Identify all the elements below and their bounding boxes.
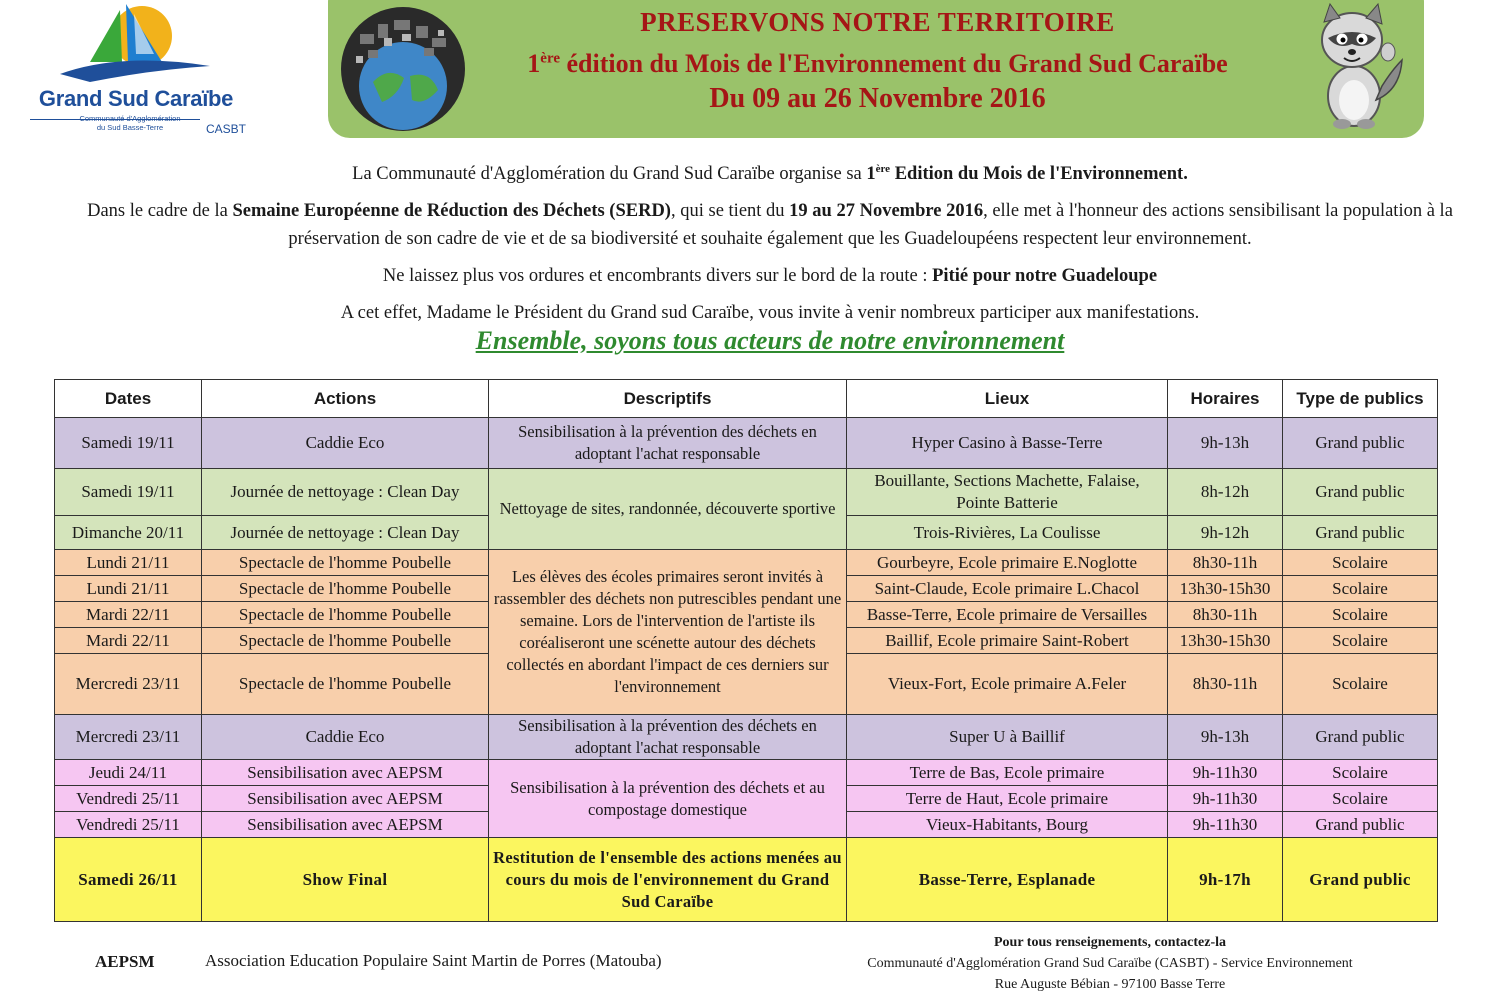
- intro-p2-e: , elle met à l'honneur des actions sensibilisant la population à la préservation de son cadre de vie et de sa biodiversité et souhaite également que les Guadeloupéens respectent leur environnement.: [288, 201, 1453, 250]
- cell-horaire: 9h-17h: [1168, 838, 1283, 922]
- table-row: [55, 715, 1438, 760]
- cell-date: Dimanche 20/11: [55, 516, 202, 550]
- intro-p3-a: Ne laissez plus vos ordures et encombrants divers sur le bord de la route :: [382, 266, 933, 287]
- cell-horaire: 13h30-15h30: [1168, 628, 1283, 654]
- table-row: [55, 550, 1438, 576]
- cell-date: Samedi 26/11: [55, 838, 202, 922]
- cell-date: Vendredi 25/11: [55, 812, 202, 838]
- cell-public: Grand public: [1283, 838, 1438, 922]
- cell-horaire: 9h-11h30: [1168, 786, 1283, 812]
- cell-public: Grand public: [1283, 812, 1438, 838]
- intro-p1-b: Edition du Mois de l'Environnement.: [890, 164, 1188, 185]
- cell-descriptif: Nettoyage de sites, randonnée, découverte sportive: [489, 469, 847, 550]
- cell-date: Mardi 22/11: [55, 628, 202, 654]
- cell-horaire: 8h30-11h: [1168, 654, 1283, 715]
- cell-public: Grand public: [1283, 469, 1438, 516]
- motto: Ensemble, soyons tous acteurs de notre environnement: [475, 326, 1065, 355]
- cell-horaire: 8h30-11h: [1168, 550, 1283, 576]
- intro-p1-bold: [866, 164, 1187, 184]
- intro-p1-sup: ère: [875, 163, 891, 175]
- cell-descriptif: Sensibilisation à la prévention des déchets et au compostage domestique: [489, 760, 847, 838]
- cell-action: Show Final: [202, 838, 489, 922]
- table-row: [55, 469, 1438, 516]
- casbt-logo: [10, 0, 250, 140]
- cell-public: Scolaire: [1283, 576, 1438, 602]
- contact-title: Pour tous renseignements, contactez-la: [994, 935, 1226, 950]
- intro-p2-a: Dans le cadre de la: [87, 201, 233, 222]
- cell-date: Vendredi 25/11: [55, 786, 202, 812]
- cell-date: Samedi 19/11: [55, 418, 202, 469]
- footer-abbreviation: AEPSM: [95, 952, 155, 971]
- header-descriptifs: Descriptifs: [489, 380, 847, 418]
- cell-horaire: 9h-13h: [1168, 418, 1283, 469]
- cell-descriptif: Sensibilisation à la prévention des déchets en adoptant l'achat responsable: [489, 418, 847, 469]
- cell-public: Grand public: [1283, 516, 1438, 550]
- cell-public: Scolaire: [1283, 602, 1438, 628]
- cell-horaire: 9h-13h: [1168, 715, 1283, 760]
- logo-subtitle-line2: du Sud Basse-Terre: [96, 123, 164, 132]
- cell-public: Scolaire: [1283, 654, 1438, 715]
- intro-p2-c: , qui se tient du: [670, 201, 790, 222]
- cell-public: Scolaire: [1283, 628, 1438, 654]
- cell-date: Mercredi 23/11: [55, 654, 202, 715]
- cell-lieu: Trois-Rivières, La Coulisse: [847, 516, 1168, 550]
- cell-action: Journée de nettoyage : Clean Day: [202, 516, 489, 550]
- program-table: [54, 379, 1438, 922]
- earth-globe-icon: [338, 4, 468, 134]
- cell-date: Lundi 21/11: [55, 576, 202, 602]
- banner-edition-superscript: ère: [540, 50, 560, 67]
- cell-horaire: 8h-12h: [1168, 469, 1283, 516]
- cell-action: Caddie Eco: [202, 418, 489, 469]
- cell-date: Lundi 21/11: [55, 550, 202, 576]
- cell-public: Scolaire: [1283, 760, 1438, 786]
- logo-subtitle-line1: Communauté d'Agglomération: [79, 114, 181, 123]
- banner-title: PRESERVONS NOTRE TERRITOIRE: [640, 7, 1115, 37]
- cell-horaire: 9h-11h30: [1168, 812, 1283, 838]
- cell-public: Grand public: [1283, 418, 1438, 469]
- cell-action: Caddie Eco: [202, 715, 489, 760]
- banner-dates: Du 09 au 26 Novembre 2016: [709, 82, 1046, 114]
- cell-lieu: Terre de Haut, Ecole primaire: [847, 786, 1168, 812]
- header-type-publics: Type de publics: [1283, 380, 1438, 418]
- intro-p1-num: 1: [866, 164, 876, 185]
- raccoon-mascot-icon: [1296, 0, 1408, 132]
- cell-lieu: Terre de Bas, Ecole primaire: [847, 760, 1168, 786]
- cell-action: Sensibilisation avec AEPSM: [202, 812, 489, 838]
- intro-p1-a: La Communauté d'Agglomération du Grand Sud Caraïbe organise sa: [352, 164, 867, 185]
- table-row: [55, 418, 1438, 469]
- contact-block: [800, 932, 1420, 995]
- cell-horaire: 9h-12h: [1168, 516, 1283, 550]
- header-actions: Actions: [202, 380, 489, 418]
- table-row: [55, 838, 1438, 922]
- cell-date: Samedi 19/11: [55, 469, 202, 516]
- cell-action: Spectacle de l'homme Poubelle: [202, 602, 489, 628]
- logo-sailboat-icon: [50, 0, 220, 90]
- intro-paragraph-1: [40, 155, 1500, 188]
- intro-p2-serd: Semaine Européenne de Réduction des Déchets (SERD): [232, 201, 671, 222]
- cell-action: Spectacle de l'homme Poubelle: [202, 550, 489, 576]
- cell-action: Spectacle de l'homme Poubelle: [202, 576, 489, 602]
- logo-name: Grand Sud Caraïbe: [38, 86, 234, 111]
- footer-association-name: Association Education Populaire Saint Martin de Porres (Matouba): [205, 951, 662, 970]
- cell-lieu: Gourbeyre, Ecole primaire E.Noglotte: [847, 550, 1168, 576]
- cell-action: Spectacle de l'homme Poubelle: [202, 628, 489, 654]
- cell-lieu: Vieux-Fort, Ecole primaire A.Feler: [847, 654, 1168, 715]
- intro-p2-dates: 19 au 27 Novembre 2016: [789, 201, 984, 222]
- cell-lieu: Vieux-Habitants, Bourg: [847, 812, 1168, 838]
- cell-descriptif: Les élèves des écoles primaires seront invités à rassembler des déchets non putrescibles pendant une semaine. Lors de l'intervention de l'artiste ils coréaliseront une scénette autour des déchets collectés en abordant l'impact de ces derniers sur l'environnement: [489, 550, 847, 715]
- header-dates: Dates: [55, 380, 202, 418]
- cell-action: Journée de nettoyage : Clean Day: [202, 469, 489, 516]
- cell-lieu: Basse-Terre, Esplanade: [847, 838, 1168, 922]
- cell-horaire: 9h-11h30: [1168, 760, 1283, 786]
- intro-p3-b: Pitié pour notre Guadeloupe: [932, 266, 1158, 287]
- banner-edition-number: 1: [527, 49, 541, 79]
- intro-paragraph-3: [40, 262, 1500, 290]
- intro-paragraph-2: [40, 197, 1500, 253]
- cell-lieu: Hyper Casino à Basse-Terre: [847, 418, 1168, 469]
- contact-address: Rue Auguste Bébian - 97100 Basse Terre: [994, 977, 1226, 992]
- cell-horaire: 8h30-11h: [1168, 602, 1283, 628]
- cell-public: Grand public: [1283, 715, 1438, 760]
- header-horaires: Horaires: [1168, 380, 1283, 418]
- cell-public: Scolaire: [1283, 550, 1438, 576]
- cell-descriptif: Restitution de l'ensemble des actions menées au cours du mois de l'environnement du Grand Sud Caraïbe: [489, 838, 847, 922]
- intro-text: [40, 155, 1500, 336]
- cell-date: Mercredi 23/11: [55, 715, 202, 760]
- cell-date: Mardi 22/11: [55, 602, 202, 628]
- cell-lieu: Bouillante, Sections Machette, Falaise, Pointe Batterie: [847, 469, 1168, 516]
- cell-public: Scolaire: [1283, 786, 1438, 812]
- banner-text: [470, 6, 1285, 115]
- cell-date: Jeudi 24/11: [55, 760, 202, 786]
- cell-action: Sensibilisation avec AEPSM: [202, 786, 489, 812]
- table-row: [55, 760, 1438, 786]
- cell-descriptif: Sensibilisation à la prévention des déchets en adoptant l'achat responsable: [489, 715, 847, 760]
- logo-abbr: CASBT: [206, 122, 247, 136]
- header-lieux: Lieux: [847, 380, 1168, 418]
- banner-edition: [470, 48, 1285, 79]
- table-header-row: [55, 380, 1438, 418]
- cell-lieu: Saint-Claude, Ecole primaire L.Chacol: [847, 576, 1168, 602]
- intro-paragraph-4: A cet effet, Madame le Président du Grand sud Caraïbe, vous invite à venir nombreux participer aux manifestations.: [340, 303, 1200, 324]
- logo-subtitle: [60, 114, 200, 132]
- cell-action: Sensibilisation avec AEPSM: [202, 760, 489, 786]
- contact-organisation: Communauté d'Agglomération Grand Sud Caraïbe (CASBT) - Service Environnement: [867, 956, 1353, 971]
- cell-lieu: Baillif, Ecole primaire Saint-Robert: [847, 628, 1168, 654]
- cell-horaire: 13h30-15h30: [1168, 576, 1283, 602]
- banner-edition-text: édition du Mois de l'Environnement du Grand Sud Caraïbe: [559, 49, 1228, 79]
- cell-action: Spectacle de l'homme Poubelle: [202, 654, 489, 715]
- cell-lieu: Basse-Terre, Ecole primaire de Versailles: [847, 602, 1168, 628]
- cell-lieu: Super U à Baillif: [847, 715, 1168, 760]
